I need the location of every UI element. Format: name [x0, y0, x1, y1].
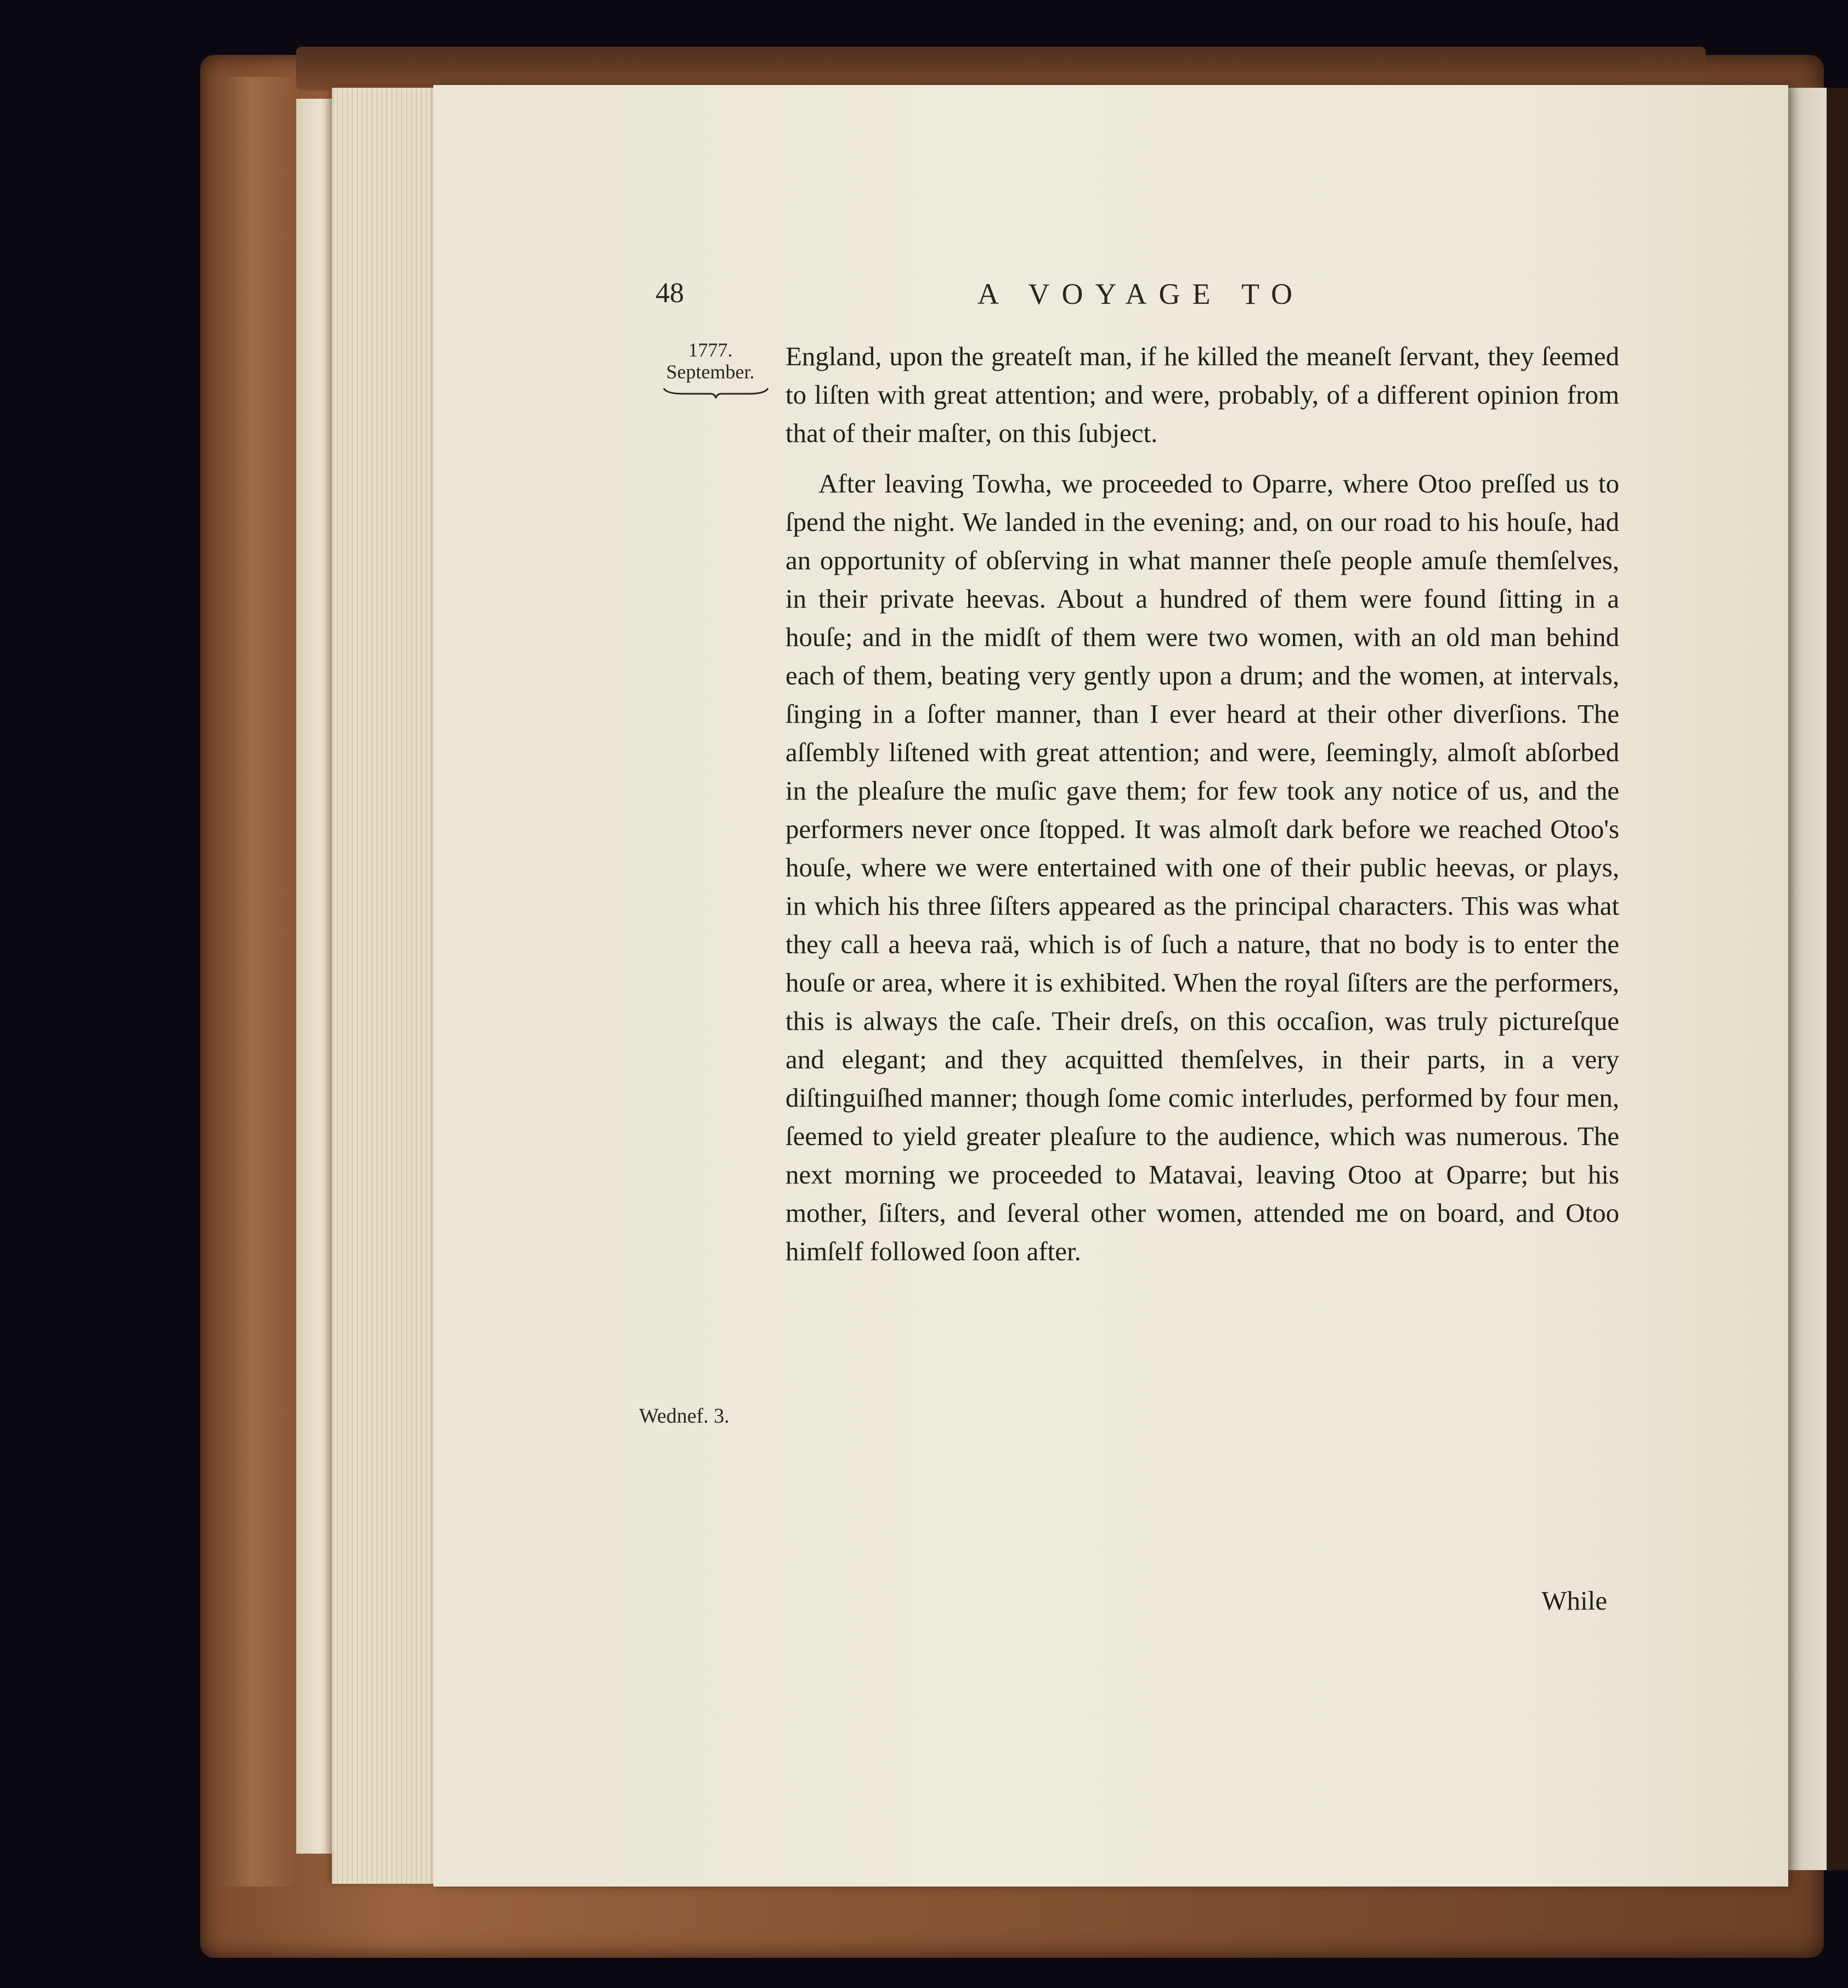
paragraph: England, upon the greateſt man, if he killed the meaneſt ſervant, they ſeemed to liſten with great attention; and were, probably, of a different opinion from that of their maſter, on this ſubject.	[785, 341, 1619, 448]
body-text	[785, 337, 1619, 1283]
page-edges	[332, 88, 438, 1884]
paragraph: After leaving Towha, we proceeded to Oparre, where Otoo preſſed us to ſpend the night. We landed in the evening; and, on our road to his houſe, had an opportunity of obſerving in what manner theſe people amuſe themſelves, in their private heevas. About a hundred of them were found ſitting in a houſe; and in the midſt of them were two women, with an old man behind each of them, beating very gently upon a drum; and the women, at intervals, ſinging in a ſofter manner, than I ever heard at their other diverſions. The aſſembly liſtened with great attention; and were, ſeemingly, almoſt abſorbed in the pleaſure the muſic gave them; for few took any notice of us, and the performers never once ſtopped. It was almoſt dark before we reached Otoo's houſe, where we were entertained with one of their public heevas, or plays, in which his three ſiſters appeared as the principal characters. This was what they call a heeva raä, which is of ſuch a nature, that no body is to enter the houſe or area, where it is exhibited. When the royal ſiſters are the performers, this is always the caſe. Their dreſs, on this occaſion, was truly pictureſque and elegant; and they acquitted themſelves, in their parts, in a very diſtinguiſhed manner; though ſome comic interludes, performed by four men, ſeemed to yield greater pleaſure to the audience, which was numerous. The next morning we proceeded to Matavai, leaving Otoo at Oparre; but his mother, ſiſters, and ſeveral other women, attended me on board, and Otoo himſelf followed ſoon after.	[785, 468, 1619, 1266]
page-header	[655, 277, 1626, 326]
running-head: A VOYAGE TO	[977, 277, 1305, 310]
margin-note-year: 1777.	[688, 339, 733, 361]
brace-ornament	[661, 384, 771, 400]
page-edges-outer	[296, 99, 335, 1854]
book-cover-top	[296, 47, 1706, 90]
margin-note-month: September.	[666, 361, 755, 383]
margin-note-date: Wednef. 3.	[639, 1404, 730, 1428]
page-number: 48	[655, 277, 684, 309]
facing-page-edge	[1827, 88, 1848, 1870]
catchword: While	[1541, 1585, 1607, 1616]
book-cover-fold	[208, 77, 296, 1887]
